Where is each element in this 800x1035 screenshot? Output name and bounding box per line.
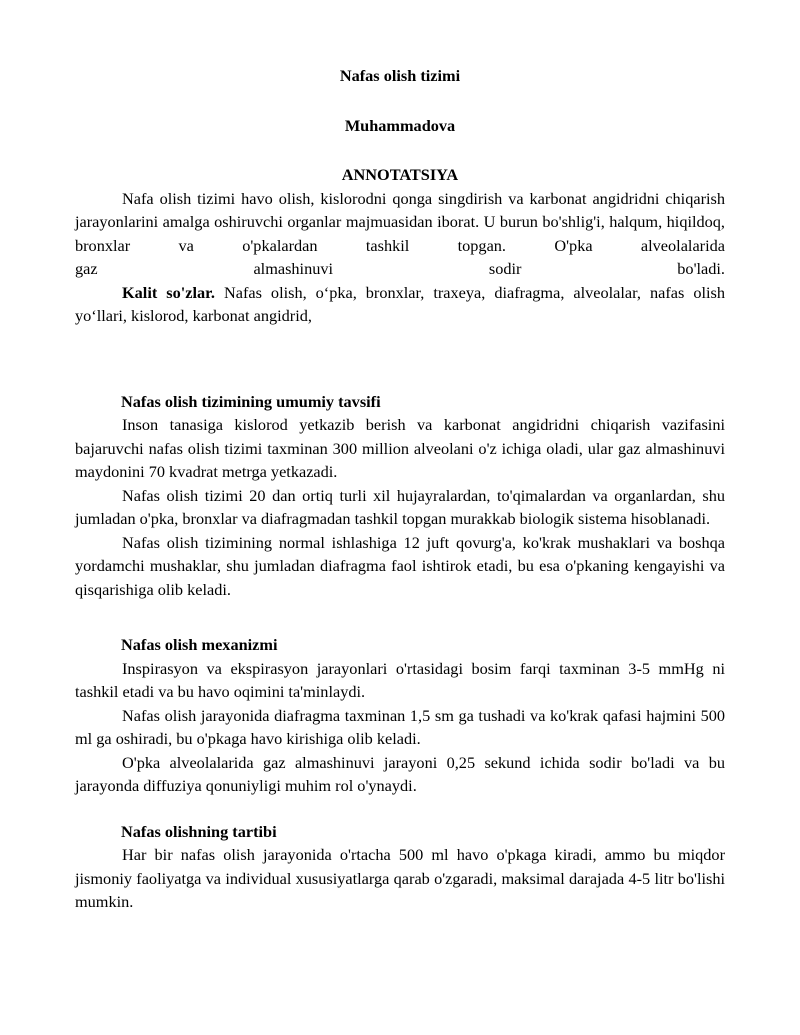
keywords-label: Kalit so'zlar. (122, 282, 215, 302)
section-paragraph: Nafas olish tizimining normal ishlashiga 12 juft qovurg'a, ko'krak mushaklari va boshqa yordamchi mushaklar, shu jumladan diafragma faol ishtirok etadi, bu esa o'pkaning kengayishi va qisqarishiga olib keladi. (75, 532, 725, 599)
annotation-text-end: gaz almashinuvi sodir bo'ladi. (75, 259, 725, 278)
section-heading: Nafas olishning tartibi (121, 821, 277, 841)
keywords-text: Nafas olish, o‘pka, bronxlar, traxeya, diafragma, alveolalar, nafas olish yo‘llari, kislorod, karbonat angidrid, (75, 282, 725, 325)
document-author: Muhammadova (344, 115, 456, 135)
document-title: Nafas olish tizimi (339, 66, 461, 85)
annotation-paragraph-end (75, 257, 725, 281)
section-paragraph: Nafas olish jarayonida diafragma taxminan 1,5 sm ga tushadi va ko'krak qafasi hajmini 500 ml ga oshiradi, bu o'pkaga havo kirishiga olib keladi. (75, 705, 725, 748)
annotation-heading: ANNOTATSIYA (341, 165, 459, 184)
section-heading: Nafas olish mexanizmi (121, 635, 278, 654)
section-paragraph: O'pka alveolalarida gaz almashinuvi jarayoni 0,25 sekund ichida sodir bo'ladi va bu jarayonda diffuziya qonuniyligi muhim rol o'ynaydi. (75, 752, 725, 795)
annotation-paragraph (75, 187, 725, 258)
document-page (75, 64, 725, 914)
section-paragraph: Har bir nafas olish jarayonida o'rtacha 500 ml havo o'pkaga kiradi, ammo bu miqdor jismoniy faoliyatga va individual xususiyatlarga qarab o'zgaradi, maksimal darajada 4-5 litr bo'lishi mumkin. (75, 845, 725, 911)
section-paragraph: Inson tanasiga kislorod yetkazib berish va karbonat angidridni chiqarish vazifasini bajaruvchi nafas olish tizimi taxminan 300 million alveolani o'z ichiga oladi, ular gaz almashinuvi maydonini 70 kvadrat metrga yetkazadi. (75, 415, 725, 481)
section-heading: Nafas olish tizimining umumiy tavsifi (121, 391, 381, 411)
section-paragraph: Inspirasyon va ekspirasyon jarayonlari o'rtasidagi bosim farqi taxminan 3-5 mmHg ni tashkil etadi va bu havo oqimini ta'minlaydi. (75, 658, 725, 701)
section-paragraph: Nafas olish tizimi 20 dan ortiq turli xil hujayralardan, to'qimalardan va organlardan, shu jumladan o'pka, bronxlar va diafragmadan tashkil topgan murakkab biologik sistema hisoblanadi. (75, 485, 725, 528)
keywords-paragraph (75, 281, 725, 328)
annotation-text: Nafa olish tizimi havo olish, kislorodni qonga singdirish va karbonat angidridni chiqarish jarayonlarini amalga oshiruvchi organlar majmuasidan iborat. U burun bo'shlig'i, halqum, hiqildoq, bronxlar va o'pkalardan tashkil topgan. O'pka alveolalarida (75, 188, 725, 255)
